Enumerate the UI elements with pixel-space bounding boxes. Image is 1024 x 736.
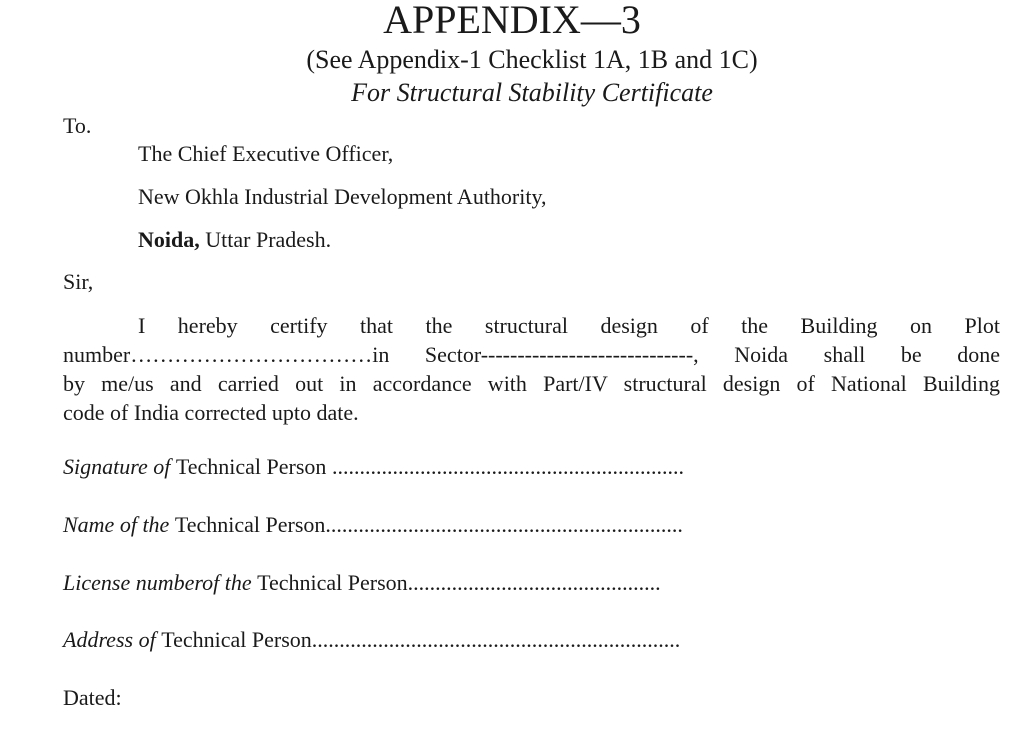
field-italic-prefix: License numberof the <box>63 570 258 595</box>
field-italic-prefix: Name of the <box>63 512 175 537</box>
field-label: Technical Person <box>175 454 332 479</box>
signature-blank[interactable]: ................................................................ <box>331 454 684 479</box>
certificate-subtitle: For Structural Stability Certificate <box>351 78 713 107</box>
appendix-reference: (See Appendix-1 Checklist 1A, 1B and 1C) <box>306 45 758 74</box>
field-italic-prefix: Signature of <box>63 454 176 479</box>
license-blank[interactable]: .............................................. <box>407 570 661 595</box>
address-blank[interactable]: ................................................................... <box>311 627 681 652</box>
to-label: To. <box>63 113 92 138</box>
paragraph-line-2: number……………………………in Sector-----------------------------, Noida shall be done <box>63 342 1000 367</box>
greeting: Sir, <box>63 269 94 294</box>
appendix-title: APPENDIX—3 <box>383 0 641 42</box>
field-italic-prefix: Address of <box>63 627 162 652</box>
recipient-title: The Chief Executive Officer, <box>138 141 394 166</box>
recipient-location <box>138 226 331 254</box>
field-label: Technical Person <box>161 627 312 652</box>
paragraph-line-4: code of India corrected upto date. <box>63 400 359 425</box>
paragraph-line-1: I hereby certify that the structural design of the Building on Plot <box>138 313 1000 338</box>
dated-label: Dated: <box>63 685 122 710</box>
signature-field <box>63 453 684 481</box>
recipient-organization: New Okhla Industrial Development Authority, <box>138 184 547 209</box>
recipient-city: Noida, <box>138 227 200 252</box>
field-label: Technical Person <box>257 570 408 595</box>
address-field <box>63 626 680 654</box>
recipient-state: Uttar Pradesh. <box>199 227 332 252</box>
certification-paragraph <box>63 311 1000 427</box>
field-label: Technical Person <box>174 512 326 537</box>
name-field <box>63 511 683 539</box>
paragraph-line-3: by me/us and carried out in accordance with Part/IV structural design of National Building <box>63 371 1000 396</box>
license-field <box>63 569 661 597</box>
name-blank[interactable]: ................................................................. <box>325 512 683 537</box>
